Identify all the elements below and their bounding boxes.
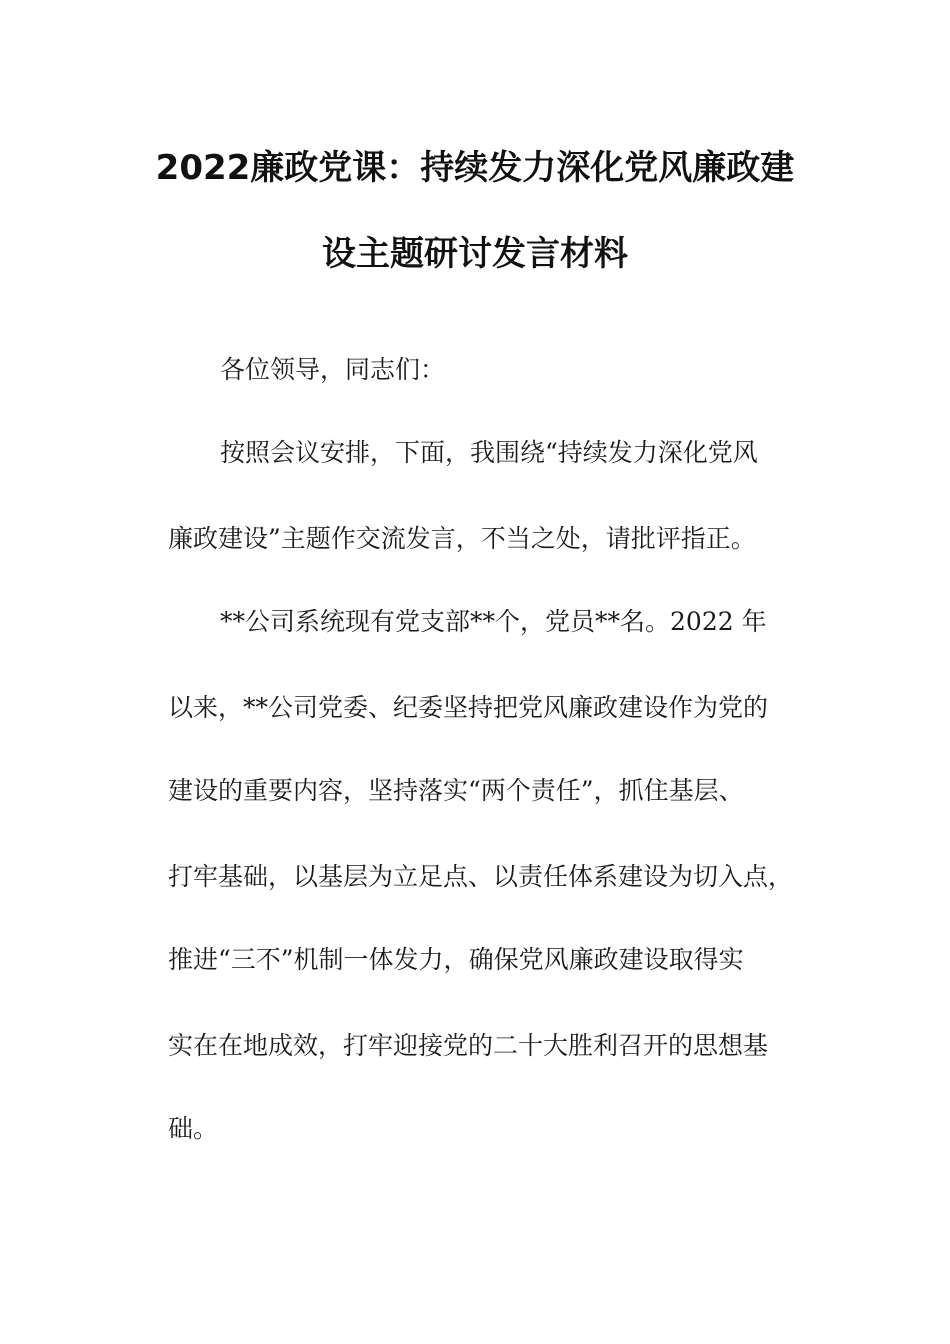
paragraph-2-line-6: 实在在地成效，打牢迎接党的二十大胜利召开的思想基: [168, 1031, 769, 1060]
paragraph-1-line-2: 廉政建设”主题作交流发言，不当之处，请批评指正。: [168, 524, 756, 553]
paragraph-2-line-3: 建设的重要内容，坚持落实“两个责任”，抓住基层、: [168, 776, 744, 805]
paragraph-2-line-4: 打牢基础，以基层为立足点、以责任体系建设为切入点，: [168, 862, 794, 891]
paragraph-2-line-5: 推进“三不”机制一体发力，确保党风廉政建设取得实: [168, 945, 744, 974]
document-title-line-1: 2022廉政党课：持续发力深化党风廉政建: [155, 148, 795, 188]
paragraph-2-line-1: **公司系统现有党支部**个，党员**名。2022 年: [220, 607, 767, 636]
salutation: 各位领导，同志们：: [220, 355, 446, 384]
paragraph-1-line-1: 按照会议安排，下面，我围绕“持续发力深化党风: [220, 438, 758, 467]
document-title-line-2: 设主题研讨发言材料: [322, 234, 628, 274]
paragraph-2-line-7: 础。: [168, 1114, 219, 1143]
paragraph-2-line-2: 以来，**公司党委、纪委坚持把党风廉政建设作为党的: [168, 693, 769, 722]
